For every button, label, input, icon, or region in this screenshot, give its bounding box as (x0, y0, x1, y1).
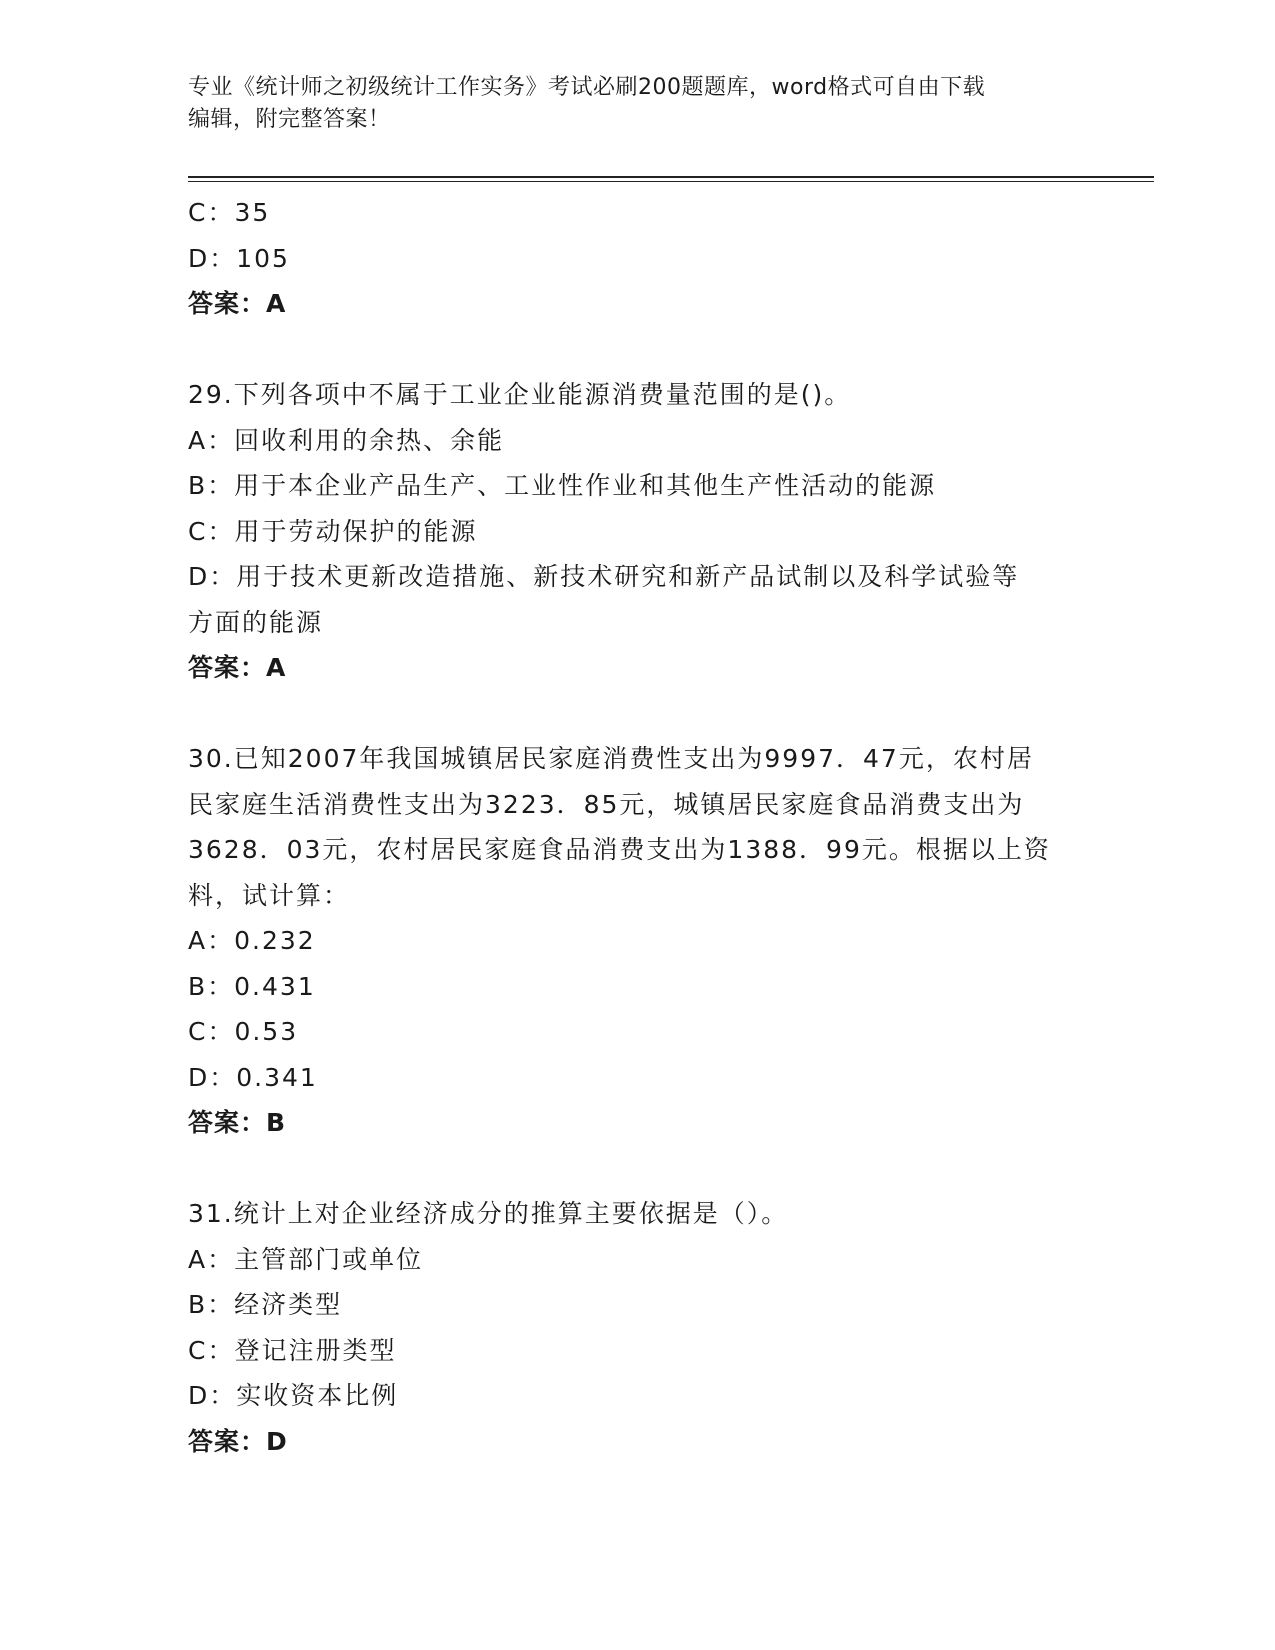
option-c: C：35 (188, 198, 271, 227)
question-text-line-1: 30.已知2007年我国城镇居民家庭消费性支出为9997．47元，农村居 (188, 744, 1034, 773)
question-text: 29.下列各项中不属于工业企业能源消费量范围的是()。 (188, 380, 852, 409)
option-d-line-1: D：用于技术更新改造措施、新技术研究和新产品试制以及科学试验等 (188, 562, 1020, 591)
question-text-line-4: 料，试计算： (188, 880, 351, 910)
question-list (188, 190, 1088, 1464)
answer-label: 答案：A (188, 289, 287, 318)
option-c: C：登记注册类型 (188, 1335, 397, 1365)
header-title-line-1: 专业《统计师之初级统计工作实务》考试必刷200题题库，word格式可自由下载 (188, 75, 986, 100)
header-divider-thick (188, 176, 1154, 178)
header-title-line-2: 编辑，附完整答案！ (188, 107, 391, 132)
question-block-31 (188, 1191, 1088, 1464)
question-text: 31.统计上对企业经济成分的推算主要依据是（）。 (188, 1199, 789, 1228)
question-text-line-2: 民家庭生活消费性支出为3223．85元，城镇居民家庭食品消费支出为 (188, 789, 1025, 819)
option-c: C：0.53 (188, 1017, 299, 1046)
answer-label: 答案：D (188, 1426, 288, 1456)
option-a: A：回收利用的余热、余能 (188, 425, 505, 455)
option-b: B：0.431 (188, 971, 316, 1001)
option-c: C：用于劳动保护的能源 (188, 516, 478, 546)
answer-label: 答案：B (188, 1108, 287, 1137)
spacer (188, 1146, 1088, 1192)
question-block-prev (188, 190, 1088, 327)
option-b: B：用于本企业产品生产、工业性作业和其他生产性活动的能源 (188, 471, 937, 500)
document-header (188, 72, 1088, 136)
spacer (188, 691, 1088, 737)
answer-label: 答案：A (188, 653, 287, 682)
option-d: D：实收资本比例 (188, 1381, 399, 1410)
question-block-29 (188, 372, 1088, 691)
option-d-line-2: 方面的能源 (188, 607, 324, 637)
option-d: D：0.341 (188, 1062, 318, 1092)
option-b: B：经济类型 (188, 1290, 343, 1319)
header-divider-thin (188, 181, 1154, 182)
option-d: D：105 (188, 243, 290, 273)
question-text-line-3: 3628．03元，农村居民家庭食品消费支出为1388．99元。根据以上资 (188, 835, 1051, 864)
question-block-30 (188, 736, 1088, 1146)
option-a: A：0.232 (188, 926, 316, 955)
spacer (188, 327, 1088, 373)
option-a: A：主管部门或单位 (188, 1244, 424, 1274)
